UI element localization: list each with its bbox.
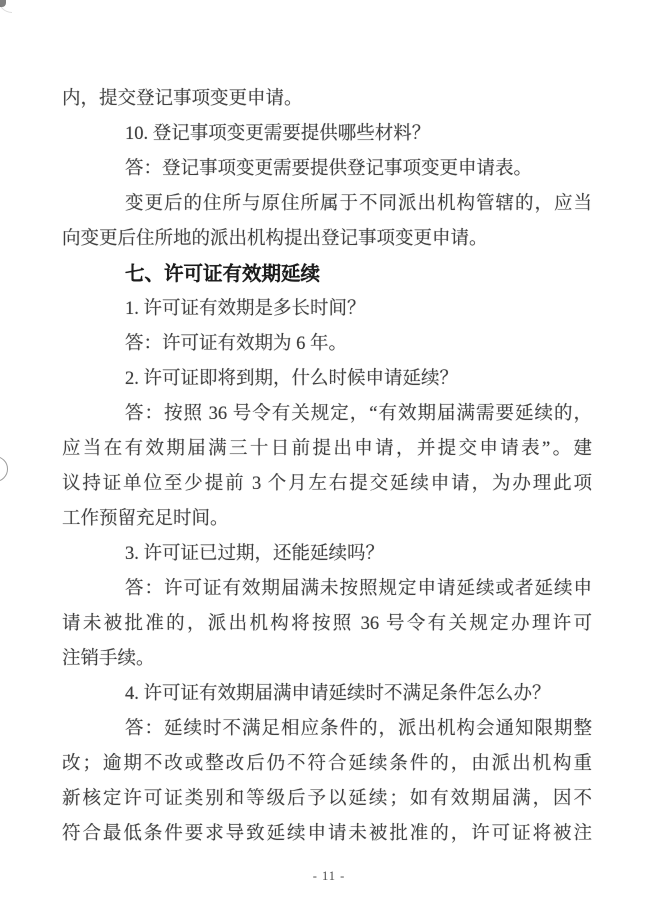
page-number: - 11 -: [312, 869, 346, 883]
question-line: 1. 许可证有效期是多长时间？: [125, 299, 366, 319]
prev-page-button[interactable]: [0, 456, 8, 482]
text-line: 变更后的住所与原住所属于不同派出机构管辖的，应当: [125, 194, 592, 214]
answer-line: 答：登记事项变更需要提供登记事项变更申请表。: [125, 159, 533, 179]
text-line: 请未被批准的，派出机构将按照 36 号令有关规定办理许可: [62, 614, 592, 634]
text-line: 向变更后住所地的派出机构提出登记事项变更申请。: [62, 229, 488, 249]
answer-line: 答：延续时不满足相应条件的，派出机构会通知限期整: [125, 719, 592, 739]
text-line: 符合最低条件要求导致延续申请未被批准的，许可证将被注: [62, 824, 592, 844]
text-line: 注销手续。: [62, 649, 155, 669]
question-line: 4. 许可证有效期届满申请延续时不满足条件怎么办？: [125, 684, 551, 704]
text-line: 工作预留充足时间。: [62, 509, 229, 529]
text-line: 改；逾期不改或整改后仍不符合延续条件的，由派出机构重: [62, 754, 592, 774]
text-line: 新核定许可证类别和等级后予以延续；如有效期届满，因不: [62, 789, 592, 809]
section-heading: 七、许可证有效期延续: [125, 263, 321, 285]
text-line: 应当在有效期届满三十日前提出申请，并提交申请表”。建: [62, 439, 592, 459]
question-line: 10. 登记事项变更需要提供哪些材料？: [125, 124, 431, 144]
answer-line: 答：按照 36 号令有关规定，“有效期届满需要延续的，: [125, 404, 592, 424]
document-body: [62, 82, 592, 852]
answer-line: 答：许可证有效期为 6 年。: [125, 334, 348, 354]
answer-line: 答：许可证有效期届满未按照规定申请延续或者延续申: [125, 579, 592, 599]
text-line: 内，提交登记事项变更申请。: [62, 89, 303, 109]
question-line: 2. 许可证即将到期，什么时候申请延续？: [125, 369, 459, 389]
question-line: 3. 许可证已过期，还能延续吗？: [125, 544, 385, 564]
text-line: 议持证单位至少提前 3 个月左右提交延续申请，为办理此项: [62, 474, 592, 494]
